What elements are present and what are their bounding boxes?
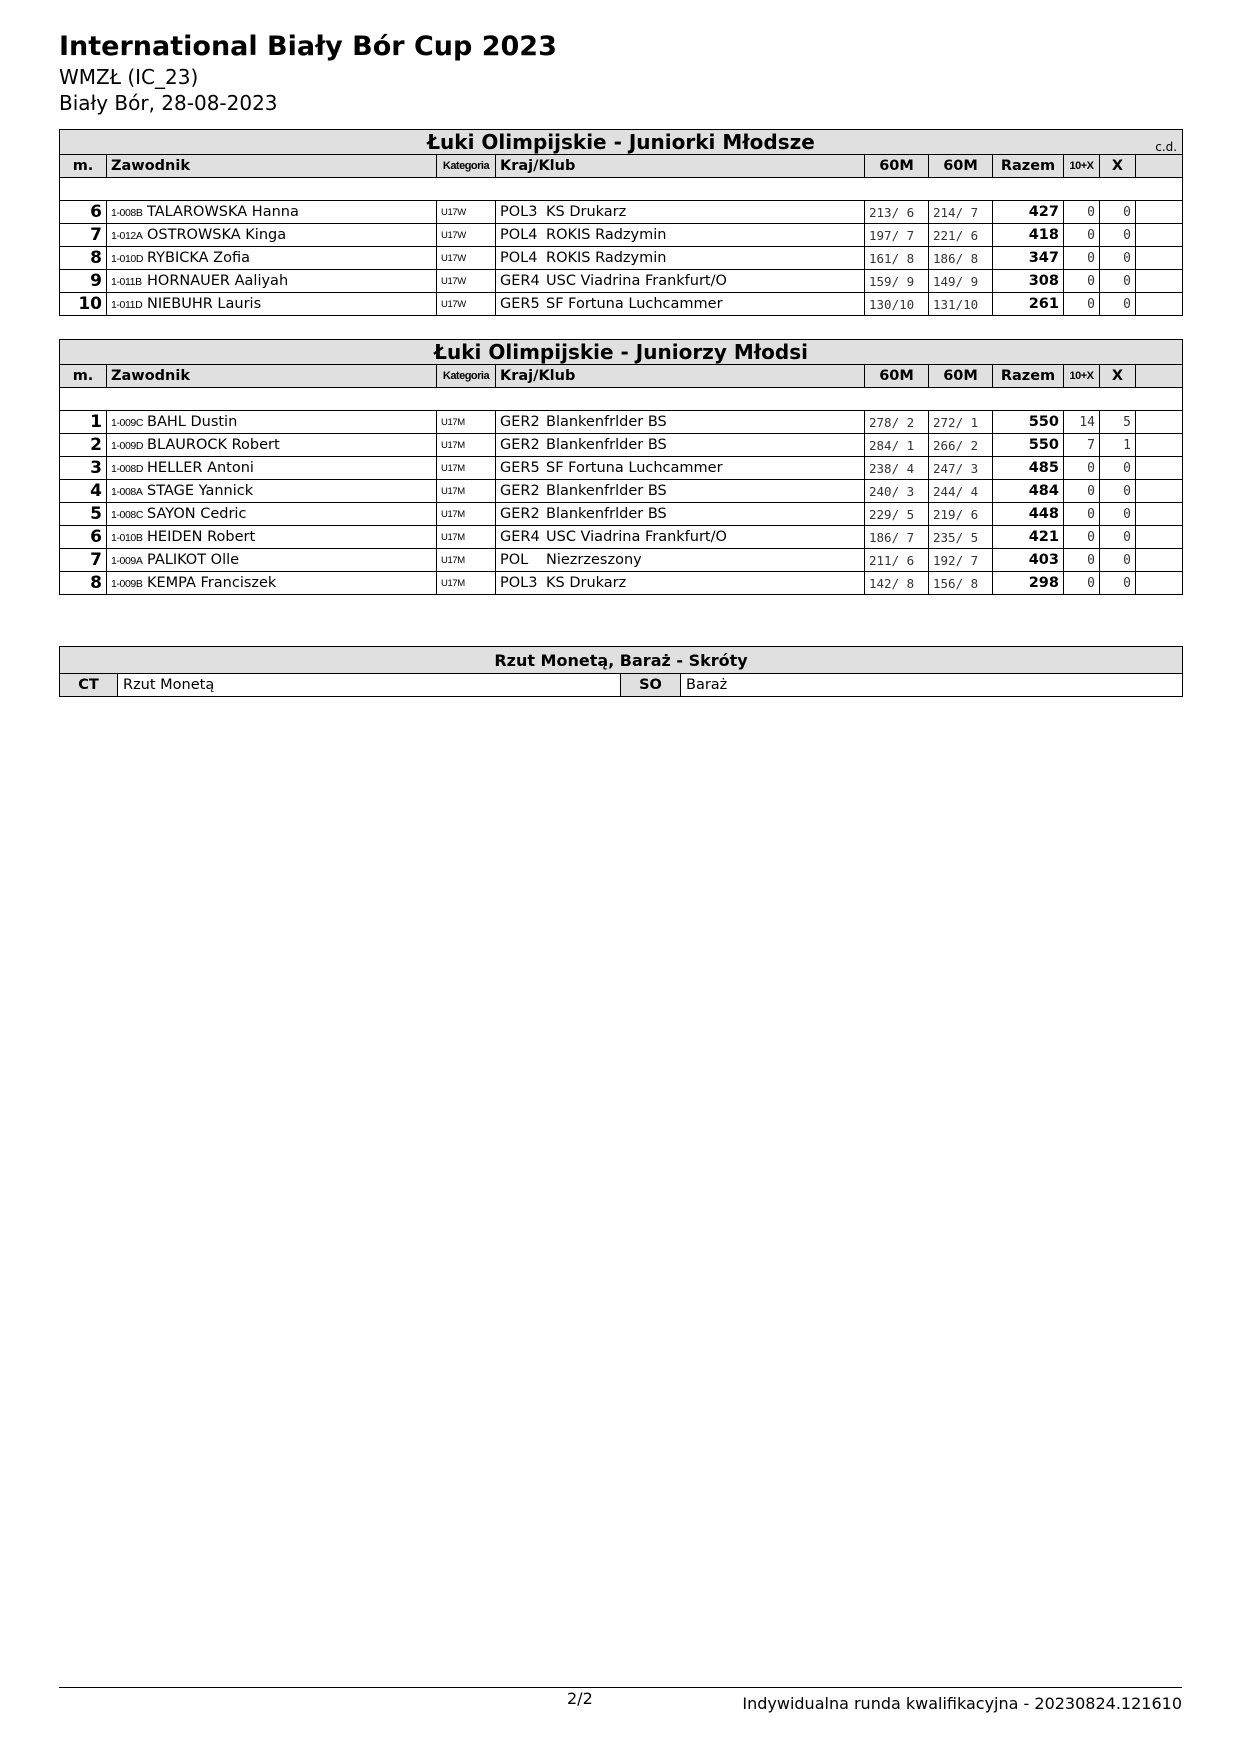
total-score: 448 [993, 503, 1064, 526]
club-name: USC Viadrina Frankfurt/O [546, 273, 727, 289]
report-id: Indywidualna runda kwalifikacyjna - 20230824.121610 [742, 1694, 1182, 1713]
tens-count: 0 [1064, 457, 1100, 480]
athlete-cell [107, 503, 437, 526]
athlete-cell [107, 480, 437, 503]
total-score: 347 [993, 247, 1064, 270]
section-title-text: Łuki Olimpijskie - Juniorzy Młodsi [434, 340, 808, 364]
column-header-rank: m. [60, 365, 107, 388]
distance-2-score: 219/ 6 [929, 503, 993, 526]
distance-1-score: 197/ 7 [865, 224, 929, 247]
blank-cell [1136, 503, 1183, 526]
blank-cell [1136, 247, 1183, 270]
total-score: 550 [993, 434, 1064, 457]
table-row [60, 201, 1183, 224]
country-code: POL [500, 552, 529, 568]
table-row [60, 480, 1183, 503]
distance-1-score: 186/ 7 [865, 526, 929, 549]
distance-2-score: 235/ 5 [929, 526, 993, 549]
column-header-club: Kraj/Klub [496, 155, 865, 178]
column-header-category: Kategoria [437, 155, 496, 178]
tens-count: 7 [1064, 434, 1100, 457]
total-score: 550 [993, 411, 1064, 434]
athlete-name: HORNAUER Aaliyah [147, 273, 289, 289]
target-number: 1-008C [111, 509, 144, 521]
distance-2-score: 272/ 1 [929, 411, 993, 434]
category-cell: U17W [437, 224, 496, 247]
total-score: 298 [993, 572, 1064, 595]
country-code: GER2 [500, 483, 540, 499]
club-cell [496, 270, 865, 293]
distance-2-score: 247/ 3 [929, 457, 993, 480]
category-cell: U17W [437, 247, 496, 270]
athlete-cell [107, 411, 437, 434]
x-count: 0 [1100, 480, 1136, 503]
x-count: 0 [1100, 201, 1136, 224]
distance-1-score: 213/ 6 [865, 201, 929, 224]
total-score: 421 [993, 526, 1064, 549]
table-row [60, 526, 1183, 549]
distance-1-score: 240/ 3 [865, 480, 929, 503]
rank-cell: 3 [60, 457, 107, 480]
athlete-cell [107, 457, 437, 480]
footer-divider [59, 1687, 1182, 1688]
column-header-x: X [1100, 365, 1136, 388]
table-row [60, 434, 1183, 457]
athlete-name: NIEBUHR Lauris [147, 296, 262, 312]
blank-cell [1136, 270, 1183, 293]
club-name: SF Fortuna Luchcammer [546, 296, 723, 312]
page-number: 2/2 [567, 1689, 593, 1708]
column-header-x: X [1100, 155, 1136, 178]
abbr-code-so: SO [621, 674, 681, 697]
rank-cell: 9 [60, 270, 107, 293]
target-number: 1-011D [111, 299, 143, 311]
country-code: POL4 [500, 250, 538, 266]
athlete-name: RYBICKA Zofia [147, 250, 250, 266]
target-number: 1-009A [111, 555, 143, 567]
distance-2-score: 131/10 [929, 293, 993, 316]
distance-1-score: 211/ 6 [865, 549, 929, 572]
category-cell: U17M [437, 411, 496, 434]
club-name: KS Drukarz [546, 204, 627, 220]
table-row [60, 411, 1183, 434]
target-number: 1-009B [111, 578, 143, 590]
table-row [60, 293, 1183, 316]
athlete-name: BAHL Dustin [147, 414, 238, 430]
rank-cell: 6 [60, 526, 107, 549]
column-header-total: Razem [993, 365, 1064, 388]
blank-cell [1136, 572, 1183, 595]
club-name: Blankenfrlder BS [546, 483, 667, 499]
column-header-d2: 60M [929, 365, 993, 388]
distance-1-score: 229/ 5 [865, 503, 929, 526]
club-name: Blankenfrlder BS [546, 414, 667, 430]
distance-1-score: 130/10 [865, 293, 929, 316]
club-cell [496, 457, 865, 480]
rank-cell: 7 [60, 549, 107, 572]
target-number: 1-008D [111, 463, 144, 475]
column-header-d1: 60M [865, 365, 929, 388]
blank-cell [1136, 480, 1183, 503]
distance-2-score: 221/ 6 [929, 224, 993, 247]
table-row [60, 503, 1183, 526]
table-row [60, 457, 1183, 480]
distance-2-score: 192/ 7 [929, 549, 993, 572]
target-number: 1-010D [111, 253, 144, 265]
column-header-club: Kraj/Klub [496, 365, 865, 388]
athlete-cell [107, 247, 437, 270]
category-cell: U17W [437, 293, 496, 316]
category-cell: U17W [437, 270, 496, 293]
results-table [59, 129, 1183, 316]
distance-1-score: 161/ 8 [865, 247, 929, 270]
country-code: GER2 [500, 437, 540, 453]
distance-1-score: 284/ 1 [865, 434, 929, 457]
tens-count: 0 [1064, 270, 1100, 293]
distance-2-score: 266/ 2 [929, 434, 993, 457]
tens-count: 0 [1064, 201, 1100, 224]
rank-cell: 6 [60, 201, 107, 224]
rank-cell: 8 [60, 247, 107, 270]
column-header-tens: 10+X [1064, 365, 1100, 388]
athlete-name: HEIDEN Robert [147, 529, 256, 545]
category-cell: U17M [437, 549, 496, 572]
target-number: 1-012A [111, 230, 143, 242]
tens-count: 0 [1064, 526, 1100, 549]
category-cell: U17M [437, 526, 496, 549]
target-number: 1-009D [111, 440, 144, 452]
distance-1-score: 159/ 9 [865, 270, 929, 293]
blank-cell [1136, 201, 1183, 224]
blank-cell [1136, 224, 1183, 247]
table-row [60, 270, 1183, 293]
rank-cell: 2 [60, 434, 107, 457]
x-count: 0 [1100, 526, 1136, 549]
country-code: GER4 [500, 273, 540, 289]
athlete-name: BLAUROCK Robert [147, 437, 280, 453]
club-cell [496, 293, 865, 316]
club-cell [496, 480, 865, 503]
abbr-code-ct: CT [60, 674, 118, 697]
category-cell: U17M [437, 434, 496, 457]
distance-2-score: 149/ 9 [929, 270, 993, 293]
x-count: 1 [1100, 434, 1136, 457]
rank-cell: 7 [60, 224, 107, 247]
total-score: 484 [993, 480, 1064, 503]
club-name: ROKIS Radzymin [546, 227, 667, 243]
club-name: Blankenfrlder BS [546, 506, 667, 522]
column-header-blank [1136, 155, 1183, 178]
club-name: SF Fortuna Luchcammer [546, 460, 723, 476]
athlete-name: OSTROWSKA Kinga [147, 227, 287, 243]
tens-count: 0 [1064, 572, 1100, 595]
athlete-name: PALIKOT Olle [147, 552, 240, 568]
column-header-tens: 10+X [1064, 155, 1100, 178]
club-cell [496, 247, 865, 270]
tens-count: 0 [1064, 224, 1100, 247]
column-header-blank [1136, 365, 1183, 388]
country-code: GER2 [500, 506, 540, 522]
target-number: 1-008B [111, 207, 143, 219]
header-separator [60, 388, 1183, 411]
blank-cell [1136, 293, 1183, 316]
country-code: GER5 [500, 296, 540, 312]
column-header-d2: 60M [929, 155, 993, 178]
athlete-cell [107, 434, 437, 457]
x-count: 0 [1100, 457, 1136, 480]
athlete-cell [107, 526, 437, 549]
tens-count: 0 [1064, 549, 1100, 572]
abbr-label-ct: Rzut Monetą [118, 674, 621, 697]
results-table [59, 339, 1183, 595]
club-name: ROKIS Radzymin [546, 250, 667, 266]
distance-2-score: 186/ 8 [929, 247, 993, 270]
document-header [59, 30, 557, 116]
x-count: 0 [1100, 247, 1136, 270]
x-count: 0 [1100, 503, 1136, 526]
country-code: POL3 [500, 575, 538, 591]
category-cell: U17M [437, 572, 496, 595]
tens-count: 0 [1064, 247, 1100, 270]
club-cell [496, 549, 865, 572]
column-header-athlete: Zawodnik [107, 365, 437, 388]
distance-1-score: 278/ 2 [865, 411, 929, 434]
athlete-cell [107, 201, 437, 224]
total-score: 261 [993, 293, 1064, 316]
x-count: 0 [1100, 572, 1136, 595]
abbr-label-so: Baraż [681, 674, 1183, 697]
total-score: 418 [993, 224, 1064, 247]
table-row [60, 549, 1183, 572]
section-title [60, 130, 1183, 155]
distance-1-score: 238/ 4 [865, 457, 929, 480]
tens-count: 14 [1064, 411, 1100, 434]
club-name: USC Viadrina Frankfurt/O [546, 529, 727, 545]
column-header-athlete: Zawodnik [107, 155, 437, 178]
header-separator [60, 178, 1183, 201]
column-header-d1: 60M [865, 155, 929, 178]
club-name: Niezrzeszony [546, 552, 642, 568]
club-cell [496, 411, 865, 434]
rank-cell: 5 [60, 503, 107, 526]
blank-cell [1136, 411, 1183, 434]
category-cell: U17M [437, 480, 496, 503]
table-row [60, 247, 1183, 270]
column-header-total: Razem [993, 155, 1064, 178]
total-score: 308 [993, 270, 1064, 293]
athlete-name: SAYON Cedric [147, 506, 247, 522]
athlete-name: STAGE Yannick [147, 483, 254, 499]
club-cell [496, 201, 865, 224]
blank-cell [1136, 549, 1183, 572]
x-count: 5 [1100, 411, 1136, 434]
event-place-date: Biały Bór, 28-08-2023 [59, 91, 278, 115]
blank-cell [1136, 457, 1183, 480]
distance-2-score: 244/ 4 [929, 480, 993, 503]
distance-2-score: 214/ 7 [929, 201, 993, 224]
athlete-cell [107, 224, 437, 247]
section-title [60, 340, 1183, 365]
tens-count: 0 [1064, 480, 1100, 503]
club-cell [496, 434, 865, 457]
x-count: 0 [1100, 270, 1136, 293]
distance-1-score: 142/ 8 [865, 572, 929, 595]
blank-cell [1136, 434, 1183, 457]
country-code: GER4 [500, 529, 540, 545]
column-header-rank: m. [60, 155, 107, 178]
category-cell: U17M [437, 457, 496, 480]
category-cell: U17W [437, 201, 496, 224]
club-cell [496, 572, 865, 595]
club-cell [496, 526, 865, 549]
event-code: WMZŁ (IC_23) [59, 65, 199, 89]
rank-cell: 4 [60, 480, 107, 503]
rank-cell: 1 [60, 411, 107, 434]
total-score: 403 [993, 549, 1064, 572]
x-count: 0 [1100, 549, 1136, 572]
total-score: 427 [993, 201, 1064, 224]
tens-count: 0 [1064, 293, 1100, 316]
x-count: 0 [1100, 293, 1136, 316]
target-number: 1-011B [111, 276, 142, 288]
rank-cell: 8 [60, 572, 107, 595]
athlete-cell [107, 293, 437, 316]
athlete-cell [107, 572, 437, 595]
abbreviations-title: Rzut Monetą, Baraż - Skróty [60, 647, 1183, 674]
club-name: KS Drukarz [546, 575, 627, 591]
club-name: Blankenfrlder BS [546, 437, 667, 453]
x-count: 0 [1100, 224, 1136, 247]
abbreviations-table [59, 646, 1183, 697]
column-header-category: Kategoria [437, 365, 496, 388]
country-code: GER2 [500, 414, 540, 430]
athlete-name: TALAROWSKA Hanna [147, 204, 299, 220]
country-code: POL3 [500, 204, 538, 220]
country-code: POL4 [500, 227, 538, 243]
category-cell: U17M [437, 503, 496, 526]
target-number: 1-009C [111, 417, 144, 429]
club-cell [496, 224, 865, 247]
club-cell [496, 503, 865, 526]
table-row [60, 224, 1183, 247]
blank-cell [1136, 526, 1183, 549]
country-code: GER5 [500, 460, 540, 476]
table-row [60, 572, 1183, 595]
target-number: 1-008A [111, 486, 143, 498]
athlete-cell [107, 270, 437, 293]
distance-2-score: 156/ 8 [929, 572, 993, 595]
athlete-name: KEMPA Franciszek [147, 575, 277, 591]
tens-count: 0 [1064, 503, 1100, 526]
total-score: 485 [993, 457, 1064, 480]
athlete-name: HELLER Antoni [147, 460, 254, 476]
athlete-cell [107, 549, 437, 572]
continued-label: c.d. [1155, 140, 1178, 154]
section-title-text: Łuki Olimpijskie - Juniorki Młodsze [427, 130, 815, 154]
target-number: 1-010B [111, 532, 143, 544]
rank-cell: 10 [60, 293, 107, 316]
event-title: International Biały Bór Cup 2023 [59, 31, 557, 62]
